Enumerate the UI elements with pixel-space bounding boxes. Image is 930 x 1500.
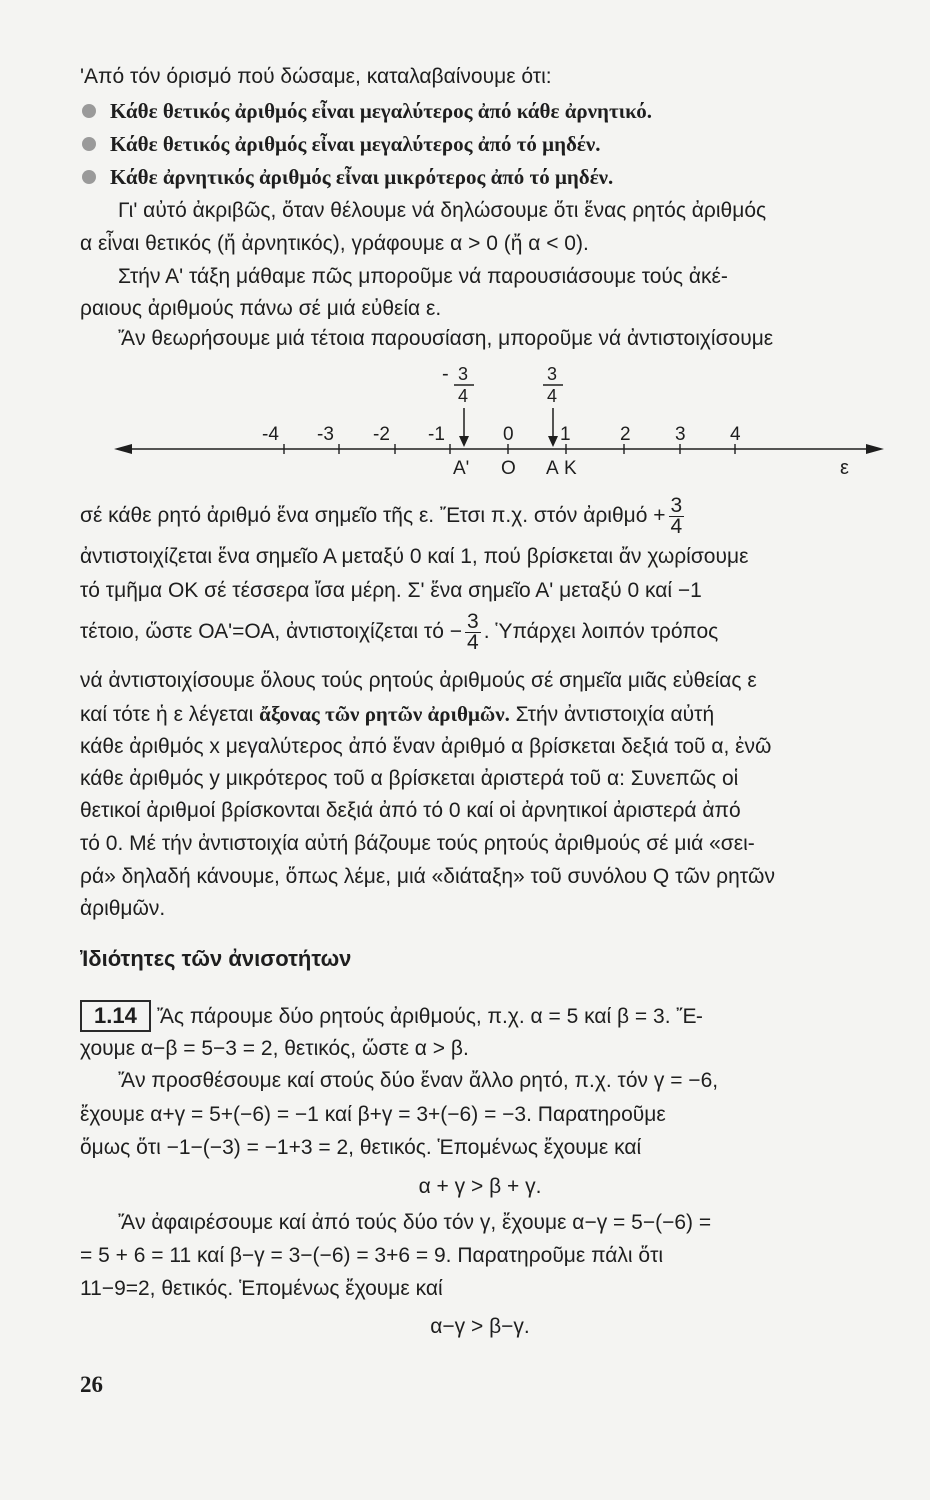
formula-line: α−γ > β−γ. (430, 1315, 530, 1338)
textbook-page (80, 0, 880, 1500)
paragraph-line (80, 496, 880, 537)
paragraph-line: 11−9=2, θετικός. Ἑπομένως ἔχουμε καί (80, 1277, 443, 1300)
axis-right-arrow-icon (866, 444, 884, 454)
tick-label: 3 (675, 424, 686, 445)
axis-left-arrow-icon (114, 444, 132, 454)
paragraph-line (80, 1000, 880, 1032)
section-heading: Ἰδιότητες τῶν ἀνισοτήτων (80, 946, 352, 971)
fraction-den: 4 (467, 631, 479, 654)
bullet-dot-icon (82, 104, 96, 118)
paragraph-line: = 5 + 6 = 11 καί β−γ = 3−(−6) = 3+6 = 9. Παρατηροῦμε πάλι ὅτι (80, 1244, 664, 1267)
point-label: Κ (564, 458, 577, 479)
bullet-dot-icon (82, 170, 96, 184)
paragraph-line: Ἄν θεωρήσουμε μιά τέτοια παρουσίαση, μποροῦμε νά ἀντιστοιχίσουμε (118, 327, 774, 350)
text-run: σέ κάθε ρητό ἀριθμό ἕνα σημεῖο τῆς ε. Ἔτσι π.χ. στόν ἀριθμό + (80, 504, 666, 528)
paragraph-line: τό τμῆμα ΟΚ σέ τέσσερα ἴσα μέρη. Σ' ἕνα σημεῖο Α' μεταξύ 0 καί −1 (80, 579, 702, 602)
paragraph-line: χουμε α−β = 5−3 = 2, θετικός, ὥστε α > β. (80, 1037, 469, 1060)
tick-label: 1 (560, 424, 571, 445)
point-label: Α (546, 458, 559, 479)
fraction (465, 612, 481, 653)
intro-text: 'Από τόν όρισμό πού δώσαμε, καταλαβαίνουμε ότι: (80, 65, 552, 88)
paragraph-line: ἔχουμε α+γ = 5+(−6) = −1 καί β+γ = 3+(−6) = −3. Παρατηροῦμε (80, 1103, 666, 1126)
neg-fraction-num: 3 (458, 364, 469, 384)
tick-label: -1 (428, 424, 445, 445)
formula-line: α + γ > β + γ. (418, 1175, 542, 1198)
paragraph-line (80, 699, 880, 730)
bullet-dot-icon (82, 137, 96, 151)
text-run: καί τότε ἡ ε λέγεται (80, 703, 260, 726)
tick-label: 0 (503, 424, 514, 445)
pos-fraction-num: 3 (547, 364, 558, 384)
emphasis-term: ἄξονας τῶν ρητῶν ἀριθμῶν. (259, 702, 510, 726)
tick-label: 2 (620, 424, 631, 445)
paragraph-line: ἀντιστοιχίζεται ἕνα σημεῖο Α μεταξύ 0 καί 1, πού βρίσκεται ἄν χωρίσουμε (80, 545, 749, 568)
paragraph-line: τό 0. Μέ τήν ἀντιστοιχία αὐτή βάζουμε τούς ρητούς ἀριθμούς σέ μιά «σει- (80, 832, 755, 855)
fraction-den: 4 (670, 515, 683, 538)
paragraph-line: ρά» δηλαδή κάνουμε, ὅπως λέμε, μιά «διάταξη» τοῦ συνόλου Q τῶν ρητῶν (80, 865, 775, 888)
paragraph-line: ὅμως ὅτι −1−(−3) = −1+3 = 2, θετικός. Ἑπομένως ἔχουμε καί (80, 1136, 642, 1159)
bullet-item: Κάθε θετικός ἀριθμός εἶναι μεγαλύτερος ἀπό κάθε ἀρνητικό. (110, 99, 652, 123)
paragraph-line: κάθε ἀριθμός x μεγαλύτερος ἀπό ἕναν ἀριθμό α βρίσκεται δεξιά τοῦ α, ἐνῶ (80, 735, 772, 758)
point-label: Ο (501, 458, 516, 479)
arrow-pos-head-icon (548, 436, 558, 447)
paragraph-line: Ἄν ἀφαιρέσουμε καί ἀπό τούς δύο τόν γ, ἔχουμε α−γ = 5−(−6) = (118, 1211, 712, 1234)
paragraph-line: Γι' αὐτό ἀκριβῶς, ὅταν θέλουμε νά δηλώσουμε ὅτι ἕνας ρητός ἀριθμός (118, 199, 767, 222)
text-run: . Ὑπάρχει λοιπόν τρόπος (483, 620, 719, 644)
paragraph-line: Στήν Α' τάξη μάθαμε πῶς μποροῦμε νά παρουσιάσουμε τούς ἀκέ- (118, 265, 728, 288)
fraction (669, 496, 685, 537)
paragraph-line (80, 612, 880, 653)
page-number: 26 (80, 1372, 103, 1397)
arrow-neg-head-icon (459, 436, 469, 447)
pos-fraction-den: 4 (547, 386, 558, 406)
tick-label: -4 (262, 424, 279, 445)
paragraph-line: νά ἀντιστοιχίσουμε ὅλους τούς ρητούς ἀριθμούς σέ σημεῖα μιᾶς εὐθείας ε (80, 669, 757, 692)
paragraph-line: Ἄν προσθέσουμε καί στούς δύο ἕναν ἄλλο ρητό, π.χ. τόν γ = −6, (118, 1069, 719, 1092)
axis-label: ε (840, 457, 849, 479)
tick-label: 4 (730, 424, 741, 445)
fraction-num: 3 (467, 610, 479, 633)
bullet-item: Κάθε θετικός ἀριθμός εἶναι μεγαλύτερος ἀπό τό μηδέν. (110, 132, 601, 156)
paragraph-line: α εἶναι θετικός (ἤ ἀρνητικός), γράφουμε α > 0 (ἤ α < 0). (80, 232, 589, 255)
paragraph-line: θετικοί ἀριθμοί βρίσκονται δεξιά ἀπό τό 0 καί οἱ ἀρνητικοί ἀριστερά ἀπό (80, 799, 741, 822)
text-run: τέτοιο, ὥστε ΟΑ'=ΟΑ, ἀντιστοιχίζεται τό − (80, 620, 462, 644)
paragraph-line: ραιους ἀριθμούς πάνω σέ μιά εὐθεία ε. (80, 297, 442, 320)
number-line-figure (110, 362, 890, 492)
neg-fraction-sign: - (442, 363, 449, 385)
paragraph-line: κάθε ἀριθμός y μικρότερος τοῦ α βρίσκεται ἀριστερά τοῦ α: Συνεπῶς οἱ (80, 767, 739, 790)
point-label: Α' (453, 458, 470, 479)
tick-label: -2 (373, 424, 390, 445)
section-number-box: 1.14 (80, 1000, 151, 1032)
tick-label: -3 (317, 424, 334, 445)
paragraph-line: ἀριθμῶν. (80, 897, 166, 920)
neg-fraction-den: 4 (458, 386, 469, 406)
text-run: Ἄς πάρουμε δύο ρητούς ἀριθμούς, π.χ. α = 5 καί β = 3. Ἔ- (156, 1005, 703, 1028)
bullet-item: Κάθε ἀρνητικός ἀριθμός εἶναι μικρότερος ἀπό τό μηδέν. (110, 165, 614, 189)
text-run: Στήν ἀντιστοιχία αὐτή (509, 703, 715, 726)
fraction-num: 3 (670, 494, 683, 517)
